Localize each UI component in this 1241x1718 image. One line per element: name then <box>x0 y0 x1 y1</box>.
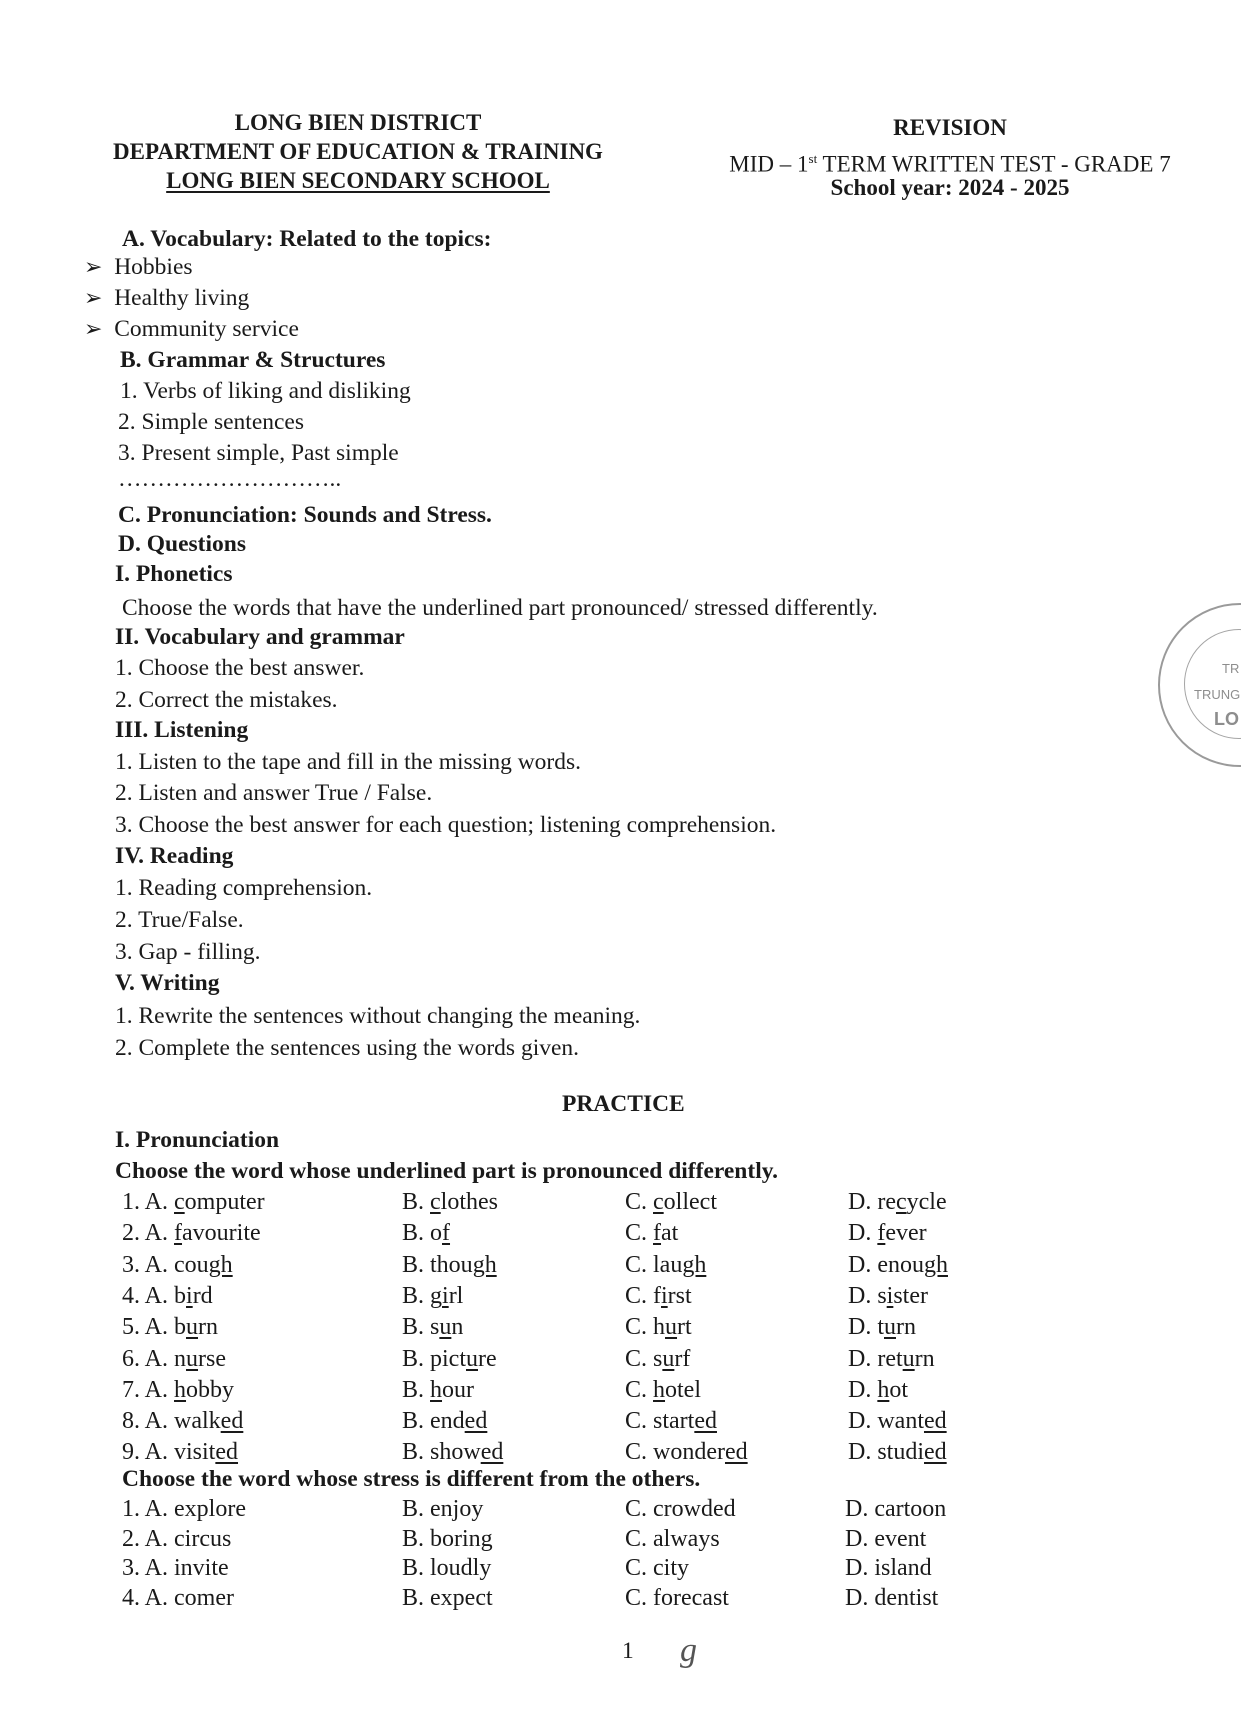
header-test-pre: MID – 1 <box>729 151 809 177</box>
option-text-part: B. o <box>402 1220 443 1247</box>
option-item <box>848 1408 947 1435</box>
stress-option: 2. A. circus <box>122 1525 232 1552</box>
writing-item: 1. Rewrite the sentences without changing the meaning. <box>115 1003 641 1029</box>
header-revision: REVISION <box>893 115 1007 140</box>
option-underlined-part: i <box>661 1282 668 1309</box>
option-item <box>848 1252 948 1279</box>
option-text-part: rst <box>667 1282 692 1309</box>
option-item <box>402 1220 450 1247</box>
listening-item: 2. Listen and answer True / False. <box>115 780 433 806</box>
stress-option: 3. A. invite <box>122 1555 229 1581</box>
option-text-part: at <box>661 1220 679 1247</box>
option-text-part: C. f <box>625 1282 661 1309</box>
option-underlined-part: gh <box>472 1251 497 1278</box>
option-item <box>402 1408 487 1435</box>
option-text-part: D. want <box>848 1408 924 1435</box>
option-underlined-part: u <box>466 1345 478 1372</box>
option-item <box>402 1252 497 1279</box>
option-underlined-part: ed <box>924 1439 947 1466</box>
stress-option: D. cartoon <box>845 1496 947 1522</box>
header-school: LONG BIEN SECONDARY SCHOOL <box>166 168 550 193</box>
option-item <box>625 1189 717 1216</box>
option-text-part: C. lau <box>625 1251 683 1278</box>
stamp-text-top: TR <box>1222 661 1240 676</box>
option-text-part: C. <box>625 1220 654 1247</box>
stress-option: B. loudly <box>402 1555 492 1581</box>
option-item <box>625 1346 690 1373</box>
arrow-bullet-icon: ➢ <box>84 285 103 310</box>
option-item <box>848 1439 947 1466</box>
handwritten-mark: g <box>680 1632 697 1669</box>
option-text-part: C. s <box>625 1345 663 1372</box>
option-underlined-part: u <box>884 1314 896 1341</box>
option-underlined-part: ed <box>480 1439 504 1466</box>
section-b-title: B. Grammar & Structures <box>120 347 386 373</box>
option-item <box>402 1346 497 1373</box>
reading-item: 3. Gap - filling. <box>115 939 261 965</box>
option-text-part: B. thou <box>402 1251 473 1278</box>
grammar-item: 1. Verbs of liking and disliking <box>120 378 411 404</box>
option-text-part: B. g <box>402 1282 443 1309</box>
option-item <box>625 1283 692 1310</box>
option-underlined-part: c <box>174 1189 185 1215</box>
option-underlined-part: c <box>653 1189 664 1215</box>
option-underlined-part: ed <box>923 1408 947 1435</box>
option-underlined-part: i <box>186 1282 193 1309</box>
option-item <box>402 1377 474 1404</box>
option-item <box>122 1252 233 1279</box>
reading-title: IV. Reading <box>115 843 234 869</box>
arrow-bullet-icon: ➢ <box>84 254 103 279</box>
option-item <box>122 1283 213 1310</box>
option-text-part: avourite <box>182 1220 261 1247</box>
stress-option: C. forecast <box>625 1584 729 1611</box>
pronunciation-title: I. Pronunciation <box>115 1127 280 1153</box>
option-text-part: B. s <box>402 1314 440 1341</box>
option-text-part: C. wonder <box>625 1439 725 1466</box>
option-text-part: re <box>478 1345 497 1372</box>
option-item <box>122 1189 265 1216</box>
section-c-title: C. Pronunciation: Sounds and Stress. <box>118 502 492 528</box>
vocab-title: II. Vocabulary and grammar <box>115 624 405 650</box>
listening-title: III. Listening <box>115 717 249 743</box>
option-text-part: rn <box>914 1345 935 1372</box>
option-text-part: rn <box>896 1314 916 1341</box>
phonetics-title: I. Phonetics <box>115 561 233 587</box>
option-item <box>625 1252 706 1279</box>
option-item <box>402 1189 498 1216</box>
option-text-part: rf <box>674 1345 691 1372</box>
option-text-part: D. t <box>848 1314 884 1341</box>
option-text-part: 5. A. b <box>122 1314 187 1341</box>
stress-option: D. island <box>845 1555 932 1581</box>
option-text-part: D. ret <box>848 1345 903 1372</box>
option-text-part: B. <box>402 1189 431 1215</box>
option-text-part: rt <box>677 1314 692 1341</box>
option-item <box>122 1220 261 1247</box>
option-text-part: D. <box>848 1376 878 1403</box>
bullet-text: Community service <box>114 316 299 342</box>
option-item <box>402 1314 463 1341</box>
option-item <box>402 1439 503 1466</box>
grammar-dots: ……………………….. <box>118 466 342 492</box>
option-text-part: rn <box>198 1314 219 1341</box>
option-item <box>848 1283 928 1310</box>
option-text-part: 1. A. <box>122 1189 175 1215</box>
option-underlined-part: c <box>430 1189 441 1215</box>
bullet-item <box>84 316 299 343</box>
option-item <box>848 1346 935 1373</box>
option-text-part: omputer <box>184 1189 265 1215</box>
grammar-item: 2. Simple sentences <box>118 409 305 435</box>
option-text-part: ycle <box>906 1189 947 1215</box>
option-text-part: 2. A. <box>122 1220 175 1247</box>
option-text-part: B. end <box>402 1408 465 1435</box>
option-item <box>122 1314 218 1341</box>
section-d-title: D. Questions <box>118 531 246 557</box>
option-item <box>122 1408 243 1435</box>
school-stamp <box>1158 603 1241 767</box>
reading-item: 2. True/False. <box>115 907 244 933</box>
stamp-text-bottom: LO <box>1214 709 1239 729</box>
option-item <box>625 1314 692 1341</box>
stress-option: B. boring <box>402 1525 493 1552</box>
stress-instruction: Choose the word whose stress is different from the others. <box>122 1466 701 1492</box>
option-item <box>625 1220 678 1247</box>
section-a-title: A. Vocabulary: Related to the topics: <box>122 226 492 252</box>
option-item <box>848 1189 947 1216</box>
option-underlined-part: gh <box>208 1251 233 1278</box>
option-text-part: 9. A. visit <box>122 1439 216 1466</box>
option-underlined-part: gh <box>923 1251 948 1278</box>
stress-option: D. event <box>845 1525 927 1552</box>
option-underlined-part: i <box>442 1282 449 1309</box>
option-text-part: n <box>451 1314 464 1341</box>
option-underlined-part: u <box>665 1314 678 1341</box>
option-underlined-part: ed <box>724 1439 748 1466</box>
option-underlined-part: gh <box>682 1251 707 1278</box>
option-underlined-part: i <box>886 1282 894 1309</box>
option-text-part: 4. A. b <box>122 1282 187 1309</box>
option-item <box>848 1377 908 1404</box>
option-text-part: D. studi <box>848 1439 925 1466</box>
option-text-part: ster <box>893 1282 928 1309</box>
bullet-item <box>84 285 249 312</box>
option-text-part: lothes <box>440 1189 498 1215</box>
bullet-text: Healthy living <box>114 285 250 311</box>
option-text-part: otel <box>665 1376 702 1403</box>
bullet-item <box>84 254 193 281</box>
option-underlined-part: f <box>442 1220 451 1247</box>
stress-option: B. enjoy <box>402 1496 484 1522</box>
option-text-part: 6. A. n <box>122 1345 187 1372</box>
stress-option: 1. A. explore <box>122 1496 246 1522</box>
option-text-part: C. <box>625 1376 654 1403</box>
option-underlined-part: u <box>186 1314 199 1341</box>
option-item <box>625 1439 748 1466</box>
header-school-year: School year: 2024 - 2025 <box>830 175 1070 200</box>
phonetics-text: Choose the words that have the underlined part pronounced/ stressed differently. <box>122 595 878 621</box>
stress-option: C. crowded <box>625 1496 736 1522</box>
option-text-part: rl <box>448 1282 464 1309</box>
option-text-part: obby <box>186 1376 235 1403</box>
option-text-part: 7. A. <box>122 1376 175 1403</box>
option-text-part: C. h <box>625 1314 666 1341</box>
option-text-part: B. <box>402 1376 431 1403</box>
option-item <box>122 1346 226 1373</box>
page-number: 1 <box>622 1638 634 1664</box>
option-item <box>848 1220 927 1247</box>
stress-option: C. always <box>625 1525 720 1552</box>
bullet-text: Hobbies <box>114 254 193 280</box>
header-department: DEPARTMENT OF EDUCATION & TRAINING <box>113 139 603 164</box>
header-district: LONG BIEN DISTRICT <box>234 110 482 135</box>
option-text-part: rse <box>198 1345 226 1372</box>
option-item <box>848 1314 916 1341</box>
option-text-part: rd <box>192 1282 213 1309</box>
option-underlined-part: u <box>186 1345 199 1372</box>
option-text-part: D. <box>848 1220 878 1247</box>
vocab-item: 2. Correct the mistakes. <box>115 687 338 713</box>
option-underlined-part: ed <box>694 1408 717 1435</box>
option-item <box>402 1283 463 1310</box>
option-text-part: D. enou <box>848 1251 924 1278</box>
listening-item: 3. Choose the best answer for each question; listening comprehension. <box>115 812 777 838</box>
option-text-part: ever <box>885 1220 927 1247</box>
option-text-part: ot <box>889 1376 909 1403</box>
writing-title: V. Writing <box>115 970 220 996</box>
option-underlined-part: ed <box>215 1439 239 1466</box>
option-underlined-part: ed <box>464 1408 488 1435</box>
option-item <box>625 1408 717 1435</box>
option-underlined-part: c <box>895 1189 907 1215</box>
option-item <box>625 1377 701 1404</box>
listening-item: 1. Listen to the tape and fill in the missing words. <box>115 749 582 775</box>
arrow-bullet-icon: ➢ <box>84 316 103 341</box>
option-text-part: D. s <box>848 1282 887 1309</box>
option-underlined-part: h <box>430 1376 443 1403</box>
option-text-part: 3. A. cou <box>122 1251 209 1278</box>
option-text-part: B. show <box>402 1439 481 1466</box>
option-underlined-part: f <box>653 1220 662 1247</box>
header-test-post: TERM WRITTEN TEST - GRADE 7 <box>817 151 1171 177</box>
option-underlined-part: u <box>662 1345 675 1372</box>
option-underlined-part: h <box>174 1376 187 1403</box>
stamp-text-middle: TRUNG <box>1194 687 1241 702</box>
writing-item: 2. Complete the sentences using the words given. <box>115 1035 580 1061</box>
option-text-part: ollect <box>663 1189 717 1215</box>
sound-instruction: Choose the word whose underlined part is pronounced differently. <box>115 1158 779 1184</box>
grammar-item: 3. Present simple, Past simple <box>118 440 399 466</box>
option-underlined-part: u <box>439 1314 452 1341</box>
option-item <box>122 1377 234 1404</box>
option-text-part: C. start <box>625 1408 695 1435</box>
stress-option: C. city <box>625 1555 689 1581</box>
stress-option: B. expect <box>402 1584 493 1611</box>
stress-option: 4. A. comer <box>122 1584 234 1611</box>
option-underlined-part: h <box>653 1376 666 1403</box>
practice-title: PRACTICE <box>562 1091 685 1117</box>
reading-item: 1. Reading comprehension. <box>115 875 373 901</box>
option-item <box>122 1439 238 1466</box>
option-underlined-part: f <box>174 1220 183 1247</box>
option-text-part: C. <box>625 1189 654 1215</box>
option-text-part: D. re <box>848 1189 896 1215</box>
option-underlined-part: h <box>877 1376 890 1403</box>
option-underlined-part: u <box>902 1345 915 1372</box>
header-test-sup: st <box>808 151 818 166</box>
option-underlined-part: ed <box>220 1408 244 1435</box>
option-underlined-part: f <box>877 1220 886 1247</box>
vocab-item: 1. Choose the best answer. <box>115 655 365 681</box>
stress-option: D. dentist <box>845 1584 939 1611</box>
option-text-part: 8. A. walk <box>122 1408 221 1435</box>
option-text-part: B. pict <box>402 1345 466 1372</box>
option-text-part: our <box>442 1376 475 1403</box>
